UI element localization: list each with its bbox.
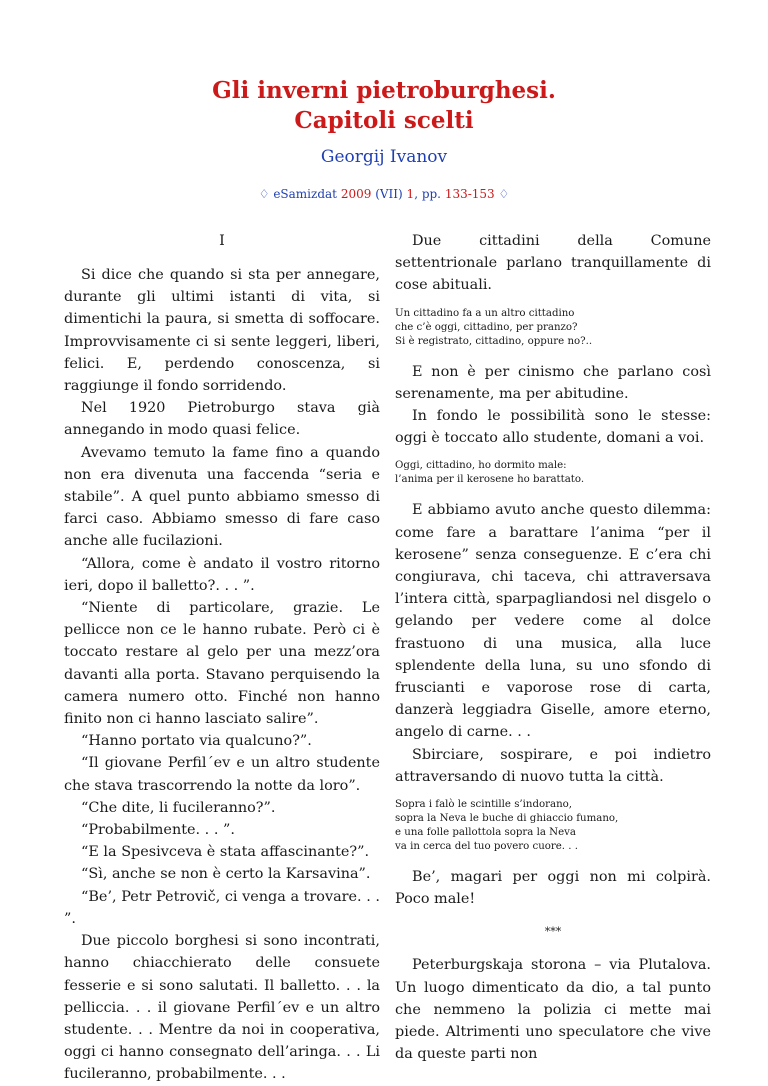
- paragraph: “Allora, come è andato il vostro ritorno ieri, dopo il balletto?. . . ”.: [64, 555, 380, 594]
- paragraph: Peterburgskaja storona – via Plutalova. Un luogo dimenticato da dio, a tal punto che nemmeno la polizia ci mette mai piede. Altrimenti uno speculatore che vive da queste parti non: [395, 957, 711, 1063]
- verse-line: l’anima per il kerosene ho barattato.: [395, 474, 585, 486]
- verse-block: [395, 798, 711, 854]
- verse-line: va in cerca del tuo povero cuore. . .: [395, 841, 578, 853]
- paragraph: “Niente di particolare, grazie. Le pellicce non ce le hanno rubate. Però ci è toccato restare al gelo per una mezz’ora davanti alla porta. Stavano perquisendo la camera numero otto. Finché non hanno finito non ci hanno lasciato salire”.: [64, 600, 380, 728]
- diamond-icon-right: ♢: [498, 187, 510, 201]
- section-heading: I: [219, 233, 225, 249]
- paragraph: “Hanno portato via qualcuno?”.: [81, 733, 312, 750]
- paragraph: Sbirciare, sospirare, e poi indietro attraversando di nuovo tutta la città.: [395, 746, 711, 785]
- paragraph: Be’, magari per oggi non mi colpirà. Poco male!: [395, 869, 711, 908]
- paragraph: “E la Spesivceva è stata affascinante?”.: [81, 844, 370, 861]
- journal-issue: 1: [406, 187, 415, 201]
- verse-line: e una folle pallottola sopra la Neva: [395, 827, 576, 839]
- title-line-1: Gli inverni pietroburghesi.: [212, 77, 556, 104]
- right-column: [395, 230, 711, 1065]
- verse-line: Oggi, cittadino, ho dormito male:: [395, 460, 567, 472]
- verse-line: Sopra i falò le scintille s’indorano,: [395, 799, 573, 811]
- verse-block: [395, 307, 711, 349]
- paragraph: Due cittadini della Comune settentrionale parlano tranquillamente di cose abituali.: [395, 233, 711, 294]
- journal-name[interactable]: eSamizdat: [273, 187, 337, 201]
- paragraph: “Che dite, li fucileranno?”.: [81, 799, 276, 816]
- section-separator: ***: [544, 925, 562, 939]
- paragraph: “Il giovane Perfil´ev e un altro studente che stava trascorrendo la notte da loro”.: [64, 755, 380, 794]
- journal-volume: (VII): [375, 187, 403, 201]
- verse-block: [395, 459, 711, 487]
- paragraph: E abbiamo avuto anche questo dilemma: come fare a barattare l’anima “per il kerosene” senza conseguenze. E c’era chi congiurava, chi taceva, chi attraversava l’intera città, sparpagliandosi nel disgelo o gelando per vedere come al dolce frastuono di una musica, alla luce splendente della luna, su uno sfondo di fruscianti e vaporose rose di carta, danzerà leggiadra Giselle, amore eterno, angelo di carne. . .: [395, 502, 711, 741]
- verse-line: Si è registrato, cittadino, oppure no?..: [395, 335, 593, 347]
- paragraph: “Be’, Petr Petrovič, ci venga a trovare. . . ”.: [64, 888, 380, 927]
- paragraph: Si dice che quando si sta per annegare, durante gli ultimi istanti di vita, si dimentichi la paura, si smetta di soffocare. Improvvisamente ci si sente leggeri, liberi, felici. E, perdendo conoscenza, si raggiunge il fondo sorridendo.: [64, 267, 380, 395]
- verse-line: che c’è oggi, cittadino, per pranzo?: [395, 321, 578, 333]
- journal-reference: [0, 186, 768, 202]
- title-line-2: Capitoli scelti: [294, 107, 474, 134]
- journal-year: 2009: [340, 187, 372, 201]
- article-title: [0, 76, 768, 136]
- paragraph: Due piccolo borghesi si sono incontrati, hanno chiacchierato delle consuete fesserie e si sono salutati. Il balletto. . . la pelliccia. . . il giovane Perfil´ev e un altro studente. . . Mentre da noi in cooperativa, oggi ci hanno consegnato dell’aringa. . . Li fucileranno, probabilmente. . .: [64, 933, 380, 1083]
- paragraph: “Probabilmente. . . ”.: [81, 822, 235, 839]
- journal-page-range: 133-153: [444, 187, 495, 201]
- left-column: [64, 230, 380, 1086]
- paragraph: Avevamo temuto la fame fino a quando non era divenuta una faccenda “seria e stabile”. A quel punto abbiamo smesso di farci caso. Abbiamo smesso di fare caso anche alle fucilazioni.: [64, 444, 380, 550]
- paragraph: Nel 1920 Pietroburgo stava già annegando in modo quasi felice.: [64, 400, 380, 439]
- journal-pages-label: , pp.: [414, 187, 445, 201]
- verse-line: Un cittadino fa a un altro cittadino: [395, 307, 575, 319]
- paragraph: “Sì, anche se non è certo la Karsavina”.: [81, 866, 371, 883]
- author-name: Georgij Ivanov: [320, 147, 448, 167]
- paragraph: E non è per cinismo che parlano così serenamente, ma per abitudine.: [395, 363, 711, 402]
- paragraph: In fondo le possibilità sono le stesse: oggi è toccato allo studente, domani a voi.: [395, 408, 711, 447]
- verse-line: sopra la Neva le buche di ghiaccio fumano,: [395, 813, 619, 825]
- diamond-icon-left: ♢: [258, 187, 270, 201]
